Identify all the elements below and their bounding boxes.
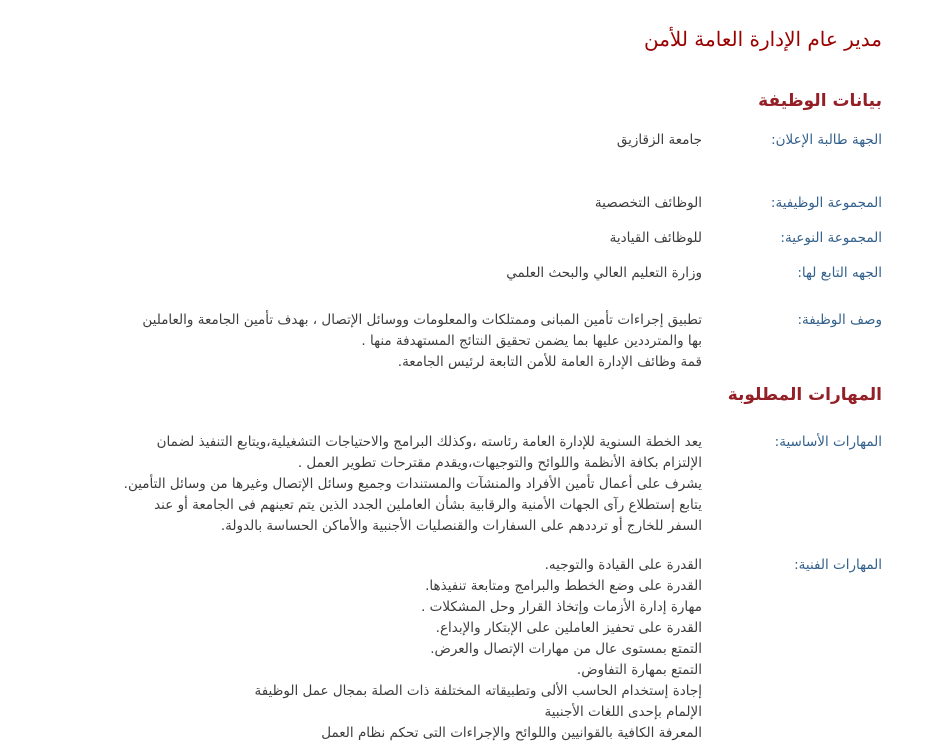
- basic-skill-line: يتابع إستطلاع رآى الجهات الأمنية والرقابية بشأن العاملين الجدد الذين يتم تعينهم فى الجامعة أو عند: [154, 497, 702, 513]
- field-row-job-group: [38, 193, 882, 214]
- basic-skill-line: الإلتزام بكافة الأنظمة واللوائح والتوجيهات،ويقدم مقترحات تطوير العمل .: [297, 455, 702, 471]
- field-label-qualitative-group: المجموعة النوعية:: [780, 230, 882, 246]
- technical-skill-line: المعرفة الكافية بالقوانيين واللوائح والإجراءات التى تحكم نظام العمل: [321, 725, 702, 741]
- field-row-technical-skills: [38, 555, 882, 744]
- technical-skill-line: مهارة إدارة الأزمات وإتخاذ القرار وحل المشكلات .: [421, 599, 702, 615]
- field-row-parent-entity: [38, 263, 882, 284]
- field-value-technical-skills: [38, 555, 702, 744]
- basic-skill-line: يعد الخطة السنوية للإدارة العامة رئاسته ،وكذلك البرامج والاحتياجات التشغيلية،ويتابع التنفيذ لضمان: [156, 434, 702, 450]
- section-heading-required-skills: المهارات المطلوبة: [727, 385, 882, 405]
- field-row-job-description: [38, 310, 882, 373]
- field-label-parent-entity: الجهه التابع لها:: [797, 265, 882, 281]
- section-heading-job-data: بيانات الوظيفة: [758, 91, 882, 111]
- technical-skill-line: القدرة على وضع الخطط والبرامج ومتابعة تنفيذها.: [425, 578, 702, 594]
- field-value-qualitative-group: للوظائف القيادية: [609, 230, 702, 246]
- field-label-technical-skills: المهارات الفنية:: [794, 557, 882, 573]
- field-value-requesting-entity: جامعة الزقازيق: [616, 132, 702, 148]
- technical-skill-line: القدرة على تحفيز العاملين على الإبتكار والإبداع.: [435, 620, 702, 636]
- field-row-requesting-entity: [38, 130, 882, 151]
- field-label-job-group: المجموعة الوظيفية:: [770, 195, 882, 211]
- technical-skill-line: التمتع بمهارة التفاوض.: [576, 662, 702, 678]
- field-row-basic-skills: [38, 432, 882, 537]
- field-value-job-group: الوظائف التخصصية: [594, 195, 702, 211]
- field-value-basic-skills: [38, 432, 702, 537]
- field-value-job-description: [38, 310, 702, 373]
- field-label-basic-skills: المهارات الأساسية:: [774, 434, 882, 450]
- field-label-job-description: وصف الوظيفة:: [797, 312, 882, 328]
- basic-skill-line: السفر للخارج أو ترددهم على السفارات والقنصليات الأجنبية والأماكن الحساسة بالدولة.: [220, 518, 702, 534]
- technical-skill-line: التمتع بمستوى عال من مهارات الإتصال والعرض.: [430, 641, 702, 657]
- field-row-qualitative-group: [38, 228, 882, 249]
- page-title: مدير عام الإدارة العامة للأمن: [643, 27, 882, 51]
- basic-skill-line: يشرف على أعمال تأمين الأفراد والمنشآت والمستندات وجميع وسائل الإتصال وغيرها من وسائل التأمين.: [123, 476, 702, 492]
- technical-skill-line: الإلمام بإحدى اللغات الأجنبية: [544, 704, 702, 720]
- technical-skill-line: القدرة على القيادة والتوجيه.: [544, 557, 702, 573]
- job-description-line: تطبيق إجراءات تأمين المبانى وممتلكات والمعلومات ووسائل الإتصال ، بهدف تأمين الجامعة والعاملين: [142, 312, 702, 328]
- technical-skill-line: إجادة إستخدام الحاسب الألى وتطبيقاته المختلفة ذات الصلة بمجال عمل الوظيفة: [254, 683, 702, 699]
- job-description-line: بها والمترددين عليها بما يضمن تحقيق النتائج المستهدفة منها .: [361, 333, 702, 349]
- field-value-parent-entity: وزارة التعليم العالي والبحث العلمي: [506, 265, 702, 281]
- field-label-requesting-entity: الجهة طالبة الإعلان:: [771, 132, 882, 148]
- job-description-line: قمة وظائف الإدارة العامة للأمن التابعة لرئيس الجامعة.: [397, 354, 702, 370]
